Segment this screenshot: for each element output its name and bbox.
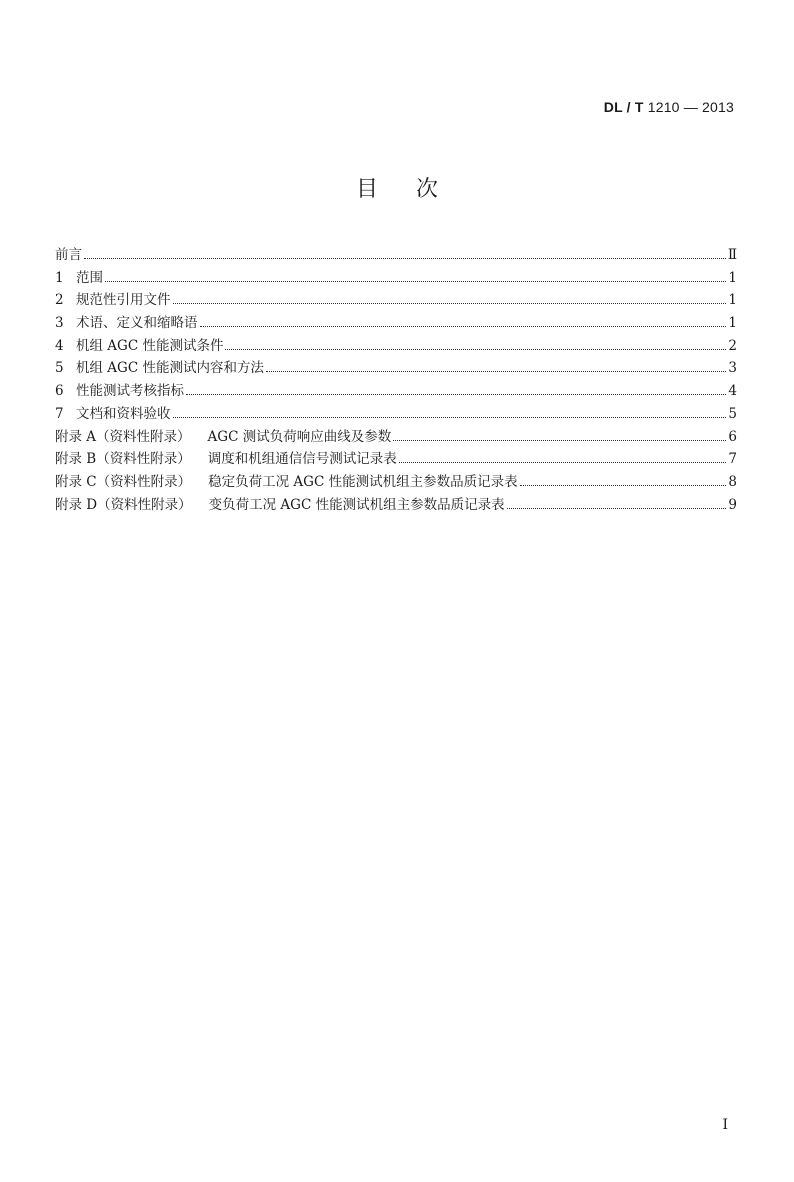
dot-leader: [225, 349, 726, 350]
dot-leader: [266, 371, 726, 372]
page-number: I: [722, 1117, 728, 1133]
dot-leader: [507, 508, 727, 509]
dot-leader: [84, 258, 726, 259]
toc-entry-title: 稳定负荷工况 AGC 性能测试机组主参数品质记录表: [208, 473, 518, 490]
toc-entry[interactable]: [55, 470, 737, 493]
toc-entry-page: 4: [728, 383, 737, 400]
toc-entry-page: 6: [728, 428, 737, 445]
dot-leader: [173, 417, 727, 418]
toc-entry-page: 3: [728, 360, 737, 377]
toc-entry[interactable]: [55, 356, 737, 379]
toc-entry-page: 1: [728, 292, 737, 309]
toc-entry-appendix: 附录 B（资料性附录）: [55, 451, 191, 468]
toc-entry-title: 机组 AGC 性能测试条件: [76, 337, 224, 354]
toc-entry-number: 4: [55, 337, 64, 354]
document-code: [604, 99, 734, 115]
toc-entry-appendix: 附录 A（资料性附录）: [55, 428, 191, 445]
document-code-prefix: DL / T: [603, 99, 644, 115]
toc-entry-title: 前言: [55, 247, 82, 263]
dot-leader: [186, 394, 726, 395]
toc-entry-title: 规范性引用文件: [76, 292, 171, 309]
dot-leader: [393, 440, 726, 441]
toc-entry-appendix: 附录 D（资料性附录）: [55, 496, 192, 513]
toc-entry[interactable]: [55, 243, 737, 266]
toc-entry[interactable]: [55, 379, 737, 402]
dot-leader: [520, 485, 727, 486]
dot-leader: [200, 326, 727, 327]
toc-entry-number: 5: [55, 360, 64, 377]
toc-entry-number: 2: [55, 292, 64, 309]
toc-entry[interactable]: [55, 425, 737, 448]
toc-entry-number: 1: [55, 269, 64, 286]
toc-entry[interactable]: [55, 402, 737, 425]
toc-entry[interactable]: [55, 334, 737, 357]
toc-entry-page: 9: [728, 496, 737, 513]
toc-entry-title: 变负荷工况 AGC 性能测试机组主参数品质记录表: [208, 496, 505, 513]
toc-entry-title: 术语、定义和缩略语: [76, 315, 198, 332]
toc-entry-title: 调度和机组通信信号测试记录表: [207, 451, 397, 468]
toc-entry[interactable]: [55, 493, 737, 516]
document-code-number: 1210 — 2013: [647, 99, 734, 115]
toc-entry[interactable]: [55, 288, 737, 311]
toc-entry-title: 文档和资料验收: [76, 405, 171, 422]
toc-entry-title: AGC 测试负荷响应曲线及参数: [207, 428, 392, 445]
toc-entry-appendix: 附录 C（资料性附录）: [55, 473, 192, 490]
toc-entry-number: 7: [55, 405, 64, 422]
toc-entry-number: 3: [55, 315, 64, 332]
toc-entry-page: 8: [728, 473, 737, 490]
toc-entry-page: 1: [728, 315, 737, 332]
toc-entry-title: 范围: [76, 269, 103, 286]
toc-entry-title: 机组 AGC 性能测试内容和方法: [76, 360, 264, 377]
table-of-contents: [55, 243, 737, 515]
toc-entry-page: Ⅱ: [727, 247, 737, 263]
dot-leader: [173, 303, 727, 304]
toc-entry-page: 2: [728, 337, 737, 354]
dot-leader: [105, 281, 726, 282]
toc-entry-title: 性能测试考核指标: [76, 383, 184, 400]
toc-entry-page: 7: [728, 451, 737, 468]
toc-entry-page: 5: [728, 405, 737, 422]
toc-entry[interactable]: [55, 447, 737, 470]
page-title: 目次: [355, 177, 476, 202]
dot-leader: [399, 462, 727, 463]
toc-entry-page: 1: [728, 269, 737, 286]
toc-entry[interactable]: [55, 311, 737, 334]
toc-entry[interactable]: [55, 266, 737, 289]
toc-entry-number: 6: [55, 383, 64, 400]
